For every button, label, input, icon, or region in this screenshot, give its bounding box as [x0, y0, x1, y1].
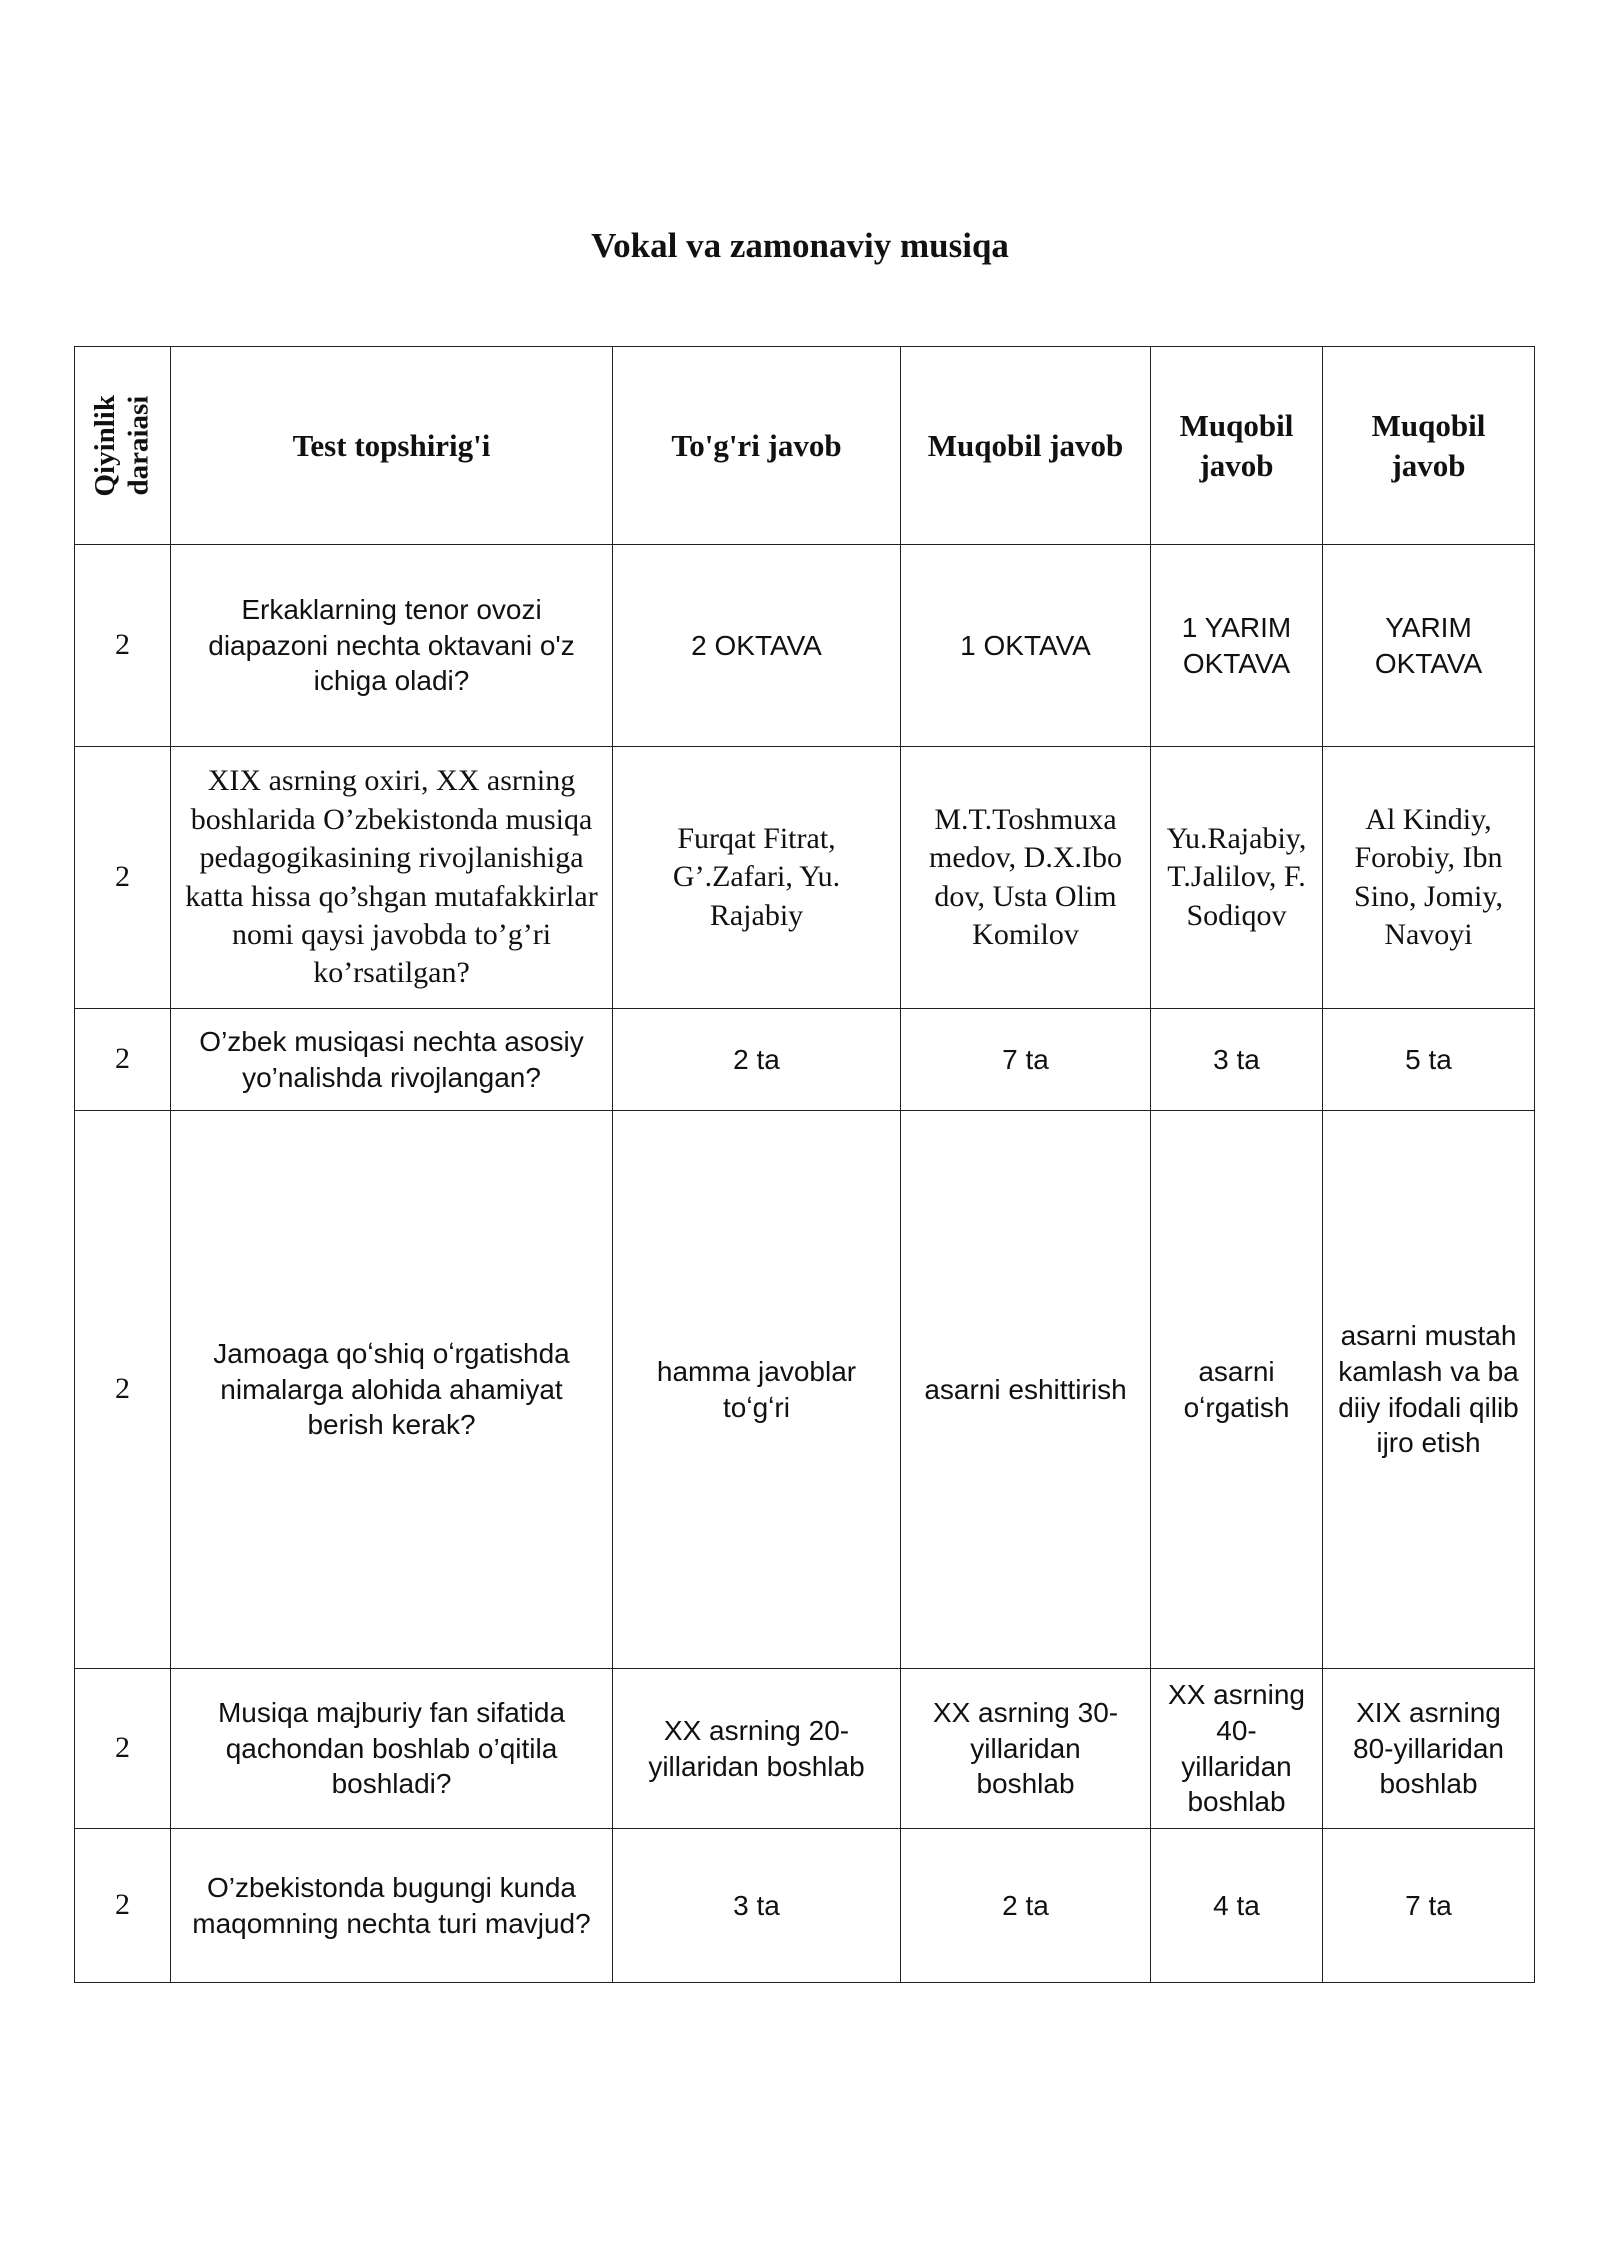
table-row [75, 1669, 1535, 1829]
difficulty-cell: 2 [75, 545, 171, 747]
alt-answer-1-cell: asarni eshittirish [901, 1111, 1151, 1669]
difficulty-cell: 2 [75, 1829, 171, 1983]
alt-answer-2-cell: 3 ta [1151, 1009, 1323, 1111]
question-cell: Erkaklarning tenor ovozi diapazoni nechta oktavani o'z ichiga oladi? [171, 545, 613, 747]
alt-answer-1-cell: M.T.Toshmuxamedov, D.X.Ibodov, Usta Olim Komilov [901, 747, 1151, 1009]
header-alt3: Muqobil javob [1323, 347, 1535, 545]
header-alt1: Muqobil javob [901, 347, 1151, 545]
alt-answer-2-cell: 4 ta [1151, 1829, 1323, 1983]
alt-answer-3-cell: Al Kindiy, Forobiy, Ibn Sino, Jomiy, Navoyi [1323, 747, 1535, 1009]
correct-answer-cell: Furqat Fitrat, G’.Zafari, Yu. Rajabiy [613, 747, 901, 1009]
header-difficulty-line1: Qiyinlik [89, 394, 122, 497]
difficulty-cell: 2 [75, 1009, 171, 1111]
table-row [75, 1111, 1535, 1669]
alt-answer-3-cell: asarni mustahkamlash va badiiy ifodali qilib ijro etish [1323, 1111, 1535, 1669]
alt-answer-3-cell: XIX asrning 80-yillaridan boshlab [1323, 1669, 1535, 1829]
test-table [74, 346, 1535, 1983]
table-row [75, 747, 1535, 1009]
question-cell: O’zbek musiqasi nechta asosiy yo’nalishda rivojlangan? [171, 1009, 613, 1111]
difficulty-cell: 2 [75, 1669, 171, 1829]
header-task: Test topshirig'i [171, 347, 613, 545]
alt-answer-1-cell: 1 OKTAVA [901, 545, 1151, 747]
correct-answer-cell: XX asrning 20-yillaridan boshlab [613, 1669, 901, 1829]
alt-answer-3-cell: 7 ta [1323, 1829, 1535, 1983]
alt-answer-3-cell: YARIM OKTAVA [1323, 545, 1535, 747]
header-alt2: Muqobil javob [1151, 347, 1323, 545]
page-title: Vokal va zamonaviy musiqa [591, 226, 1009, 265]
correct-answer-cell: 2 ta [613, 1009, 901, 1111]
correct-answer-cell: 3 ta [613, 1829, 901, 1983]
alt-answer-1-cell: XX asrning 30-yillaridan boshlab [901, 1669, 1151, 1829]
correct-answer-cell: 2 OKTAVA [613, 545, 901, 747]
alt-answer-2-cell: Yu.Rajabiy, T.Jalilov, F.Sodiqov [1151, 747, 1323, 1009]
header-correct: To'g'ri javob [613, 347, 901, 545]
question-cell: O’zbekistonda bugungi kunda maqomning nechta turi mavjud? [171, 1829, 613, 1983]
header-row [75, 347, 1535, 545]
question-cell: Jamoaga qoʻshiq oʻrgatishda nimalarga alohida ahamiyat berish kerak? [171, 1111, 613, 1669]
difficulty-cell: 2 [75, 1111, 171, 1669]
alt-answer-1-cell: 7 ta [901, 1009, 1151, 1111]
table-row [75, 545, 1535, 747]
alt-answer-2-cell: asarni oʻrgatish [1151, 1111, 1323, 1669]
question-cell: XIX asrning oxiri, XX asrning boshlarida O’zbekistonda musiqa pedagogikasining rivojlanishiga katta hissa qo’shgan mutafakkirlar nomi qaysi javobda to’g’ri ko’rsatilgan? [171, 747, 613, 1009]
table-row [75, 1829, 1535, 1983]
alt-answer-1-cell: 2 ta [901, 1829, 1151, 1983]
correct-answer-cell: hamma javoblar toʻgʻri [613, 1111, 901, 1669]
question-cell: Musiqa majburiy fan sifatida qachondan boshlab o’qitila boshladi? [171, 1669, 613, 1829]
difficulty-cell: 2 [75, 747, 171, 1009]
alt-answer-3-cell: 5 ta [1323, 1009, 1535, 1111]
header-difficulty [75, 347, 171, 545]
header-difficulty-line2: daraiasi [122, 395, 155, 496]
alt-answer-2-cell: XX asrning 40-yillaridan boshlab [1151, 1669, 1323, 1829]
table-row [75, 1009, 1535, 1111]
alt-answer-2-cell: 1 YARIM OKTAVA [1151, 545, 1323, 747]
